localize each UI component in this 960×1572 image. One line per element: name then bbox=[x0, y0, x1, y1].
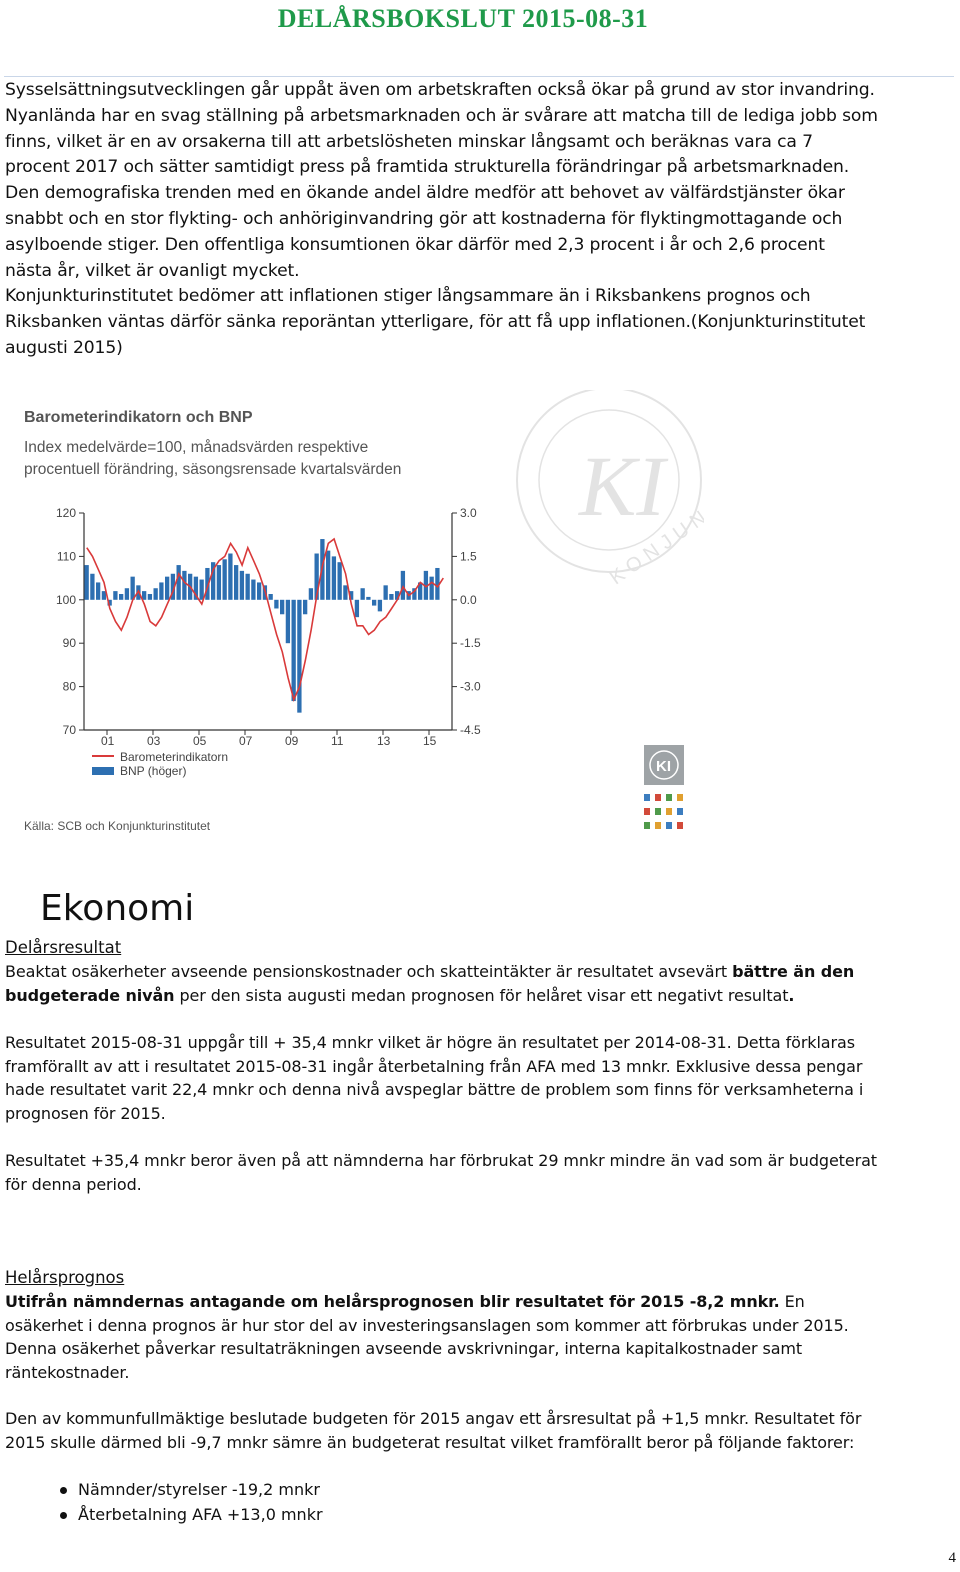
bnp-bar bbox=[159, 582, 163, 599]
logo-dot bbox=[677, 794, 683, 801]
bnp-bar bbox=[102, 591, 106, 600]
logo-dot bbox=[644, 808, 650, 815]
x-tick-label: 15 bbox=[423, 734, 437, 748]
bnp-bar bbox=[384, 585, 388, 599]
x-tick-label: 09 bbox=[285, 734, 299, 748]
x-tick-label: 01 bbox=[101, 734, 115, 748]
bnp-bar bbox=[200, 580, 204, 600]
text-line bbox=[5, 984, 940, 1008]
bnp-bar bbox=[280, 600, 284, 614]
bnp-bar bbox=[148, 594, 152, 600]
x-tick-label: 03 bbox=[147, 734, 161, 748]
logo-mark: KI bbox=[656, 758, 671, 775]
text-run: En bbox=[779, 1292, 805, 1311]
logo-dot bbox=[655, 822, 661, 829]
bnp-bar bbox=[177, 565, 181, 600]
bnp-bar bbox=[223, 559, 227, 600]
bnp-bar bbox=[257, 582, 261, 599]
intro-line: asylboende stiger. Den offentliga konsumtionen ökar därför med 2,3 procent i år och 2,6 procent bbox=[5, 234, 825, 255]
bnp-bar bbox=[251, 580, 255, 600]
watermark-text: KONJUNKTUR bbox=[605, 458, 704, 590]
logo-dot bbox=[666, 794, 672, 801]
bnp-bar bbox=[309, 588, 313, 600]
intro-line: Nyanlända har en svag ställning på arbetsmarknaden och är svårare att matcha till de lediga jobb som bbox=[5, 105, 878, 126]
intro-line: snabbt och en stor flykting- och anhöriginvandring gör att kostnaderna för flyktingmottagande och bbox=[5, 208, 843, 229]
text-run: Beaktat osäkerheter avseende pensionskostnader och skatteintäkter är resultatet avsevärt bbox=[5, 962, 733, 981]
left-y-tick-label: 120 bbox=[55, 506, 76, 520]
emphasis-run: Utifrån nämndernas antagande om helårsprognosen blir resultatet för 2015 -8,2 mnkr. bbox=[5, 1292, 780, 1311]
text-line bbox=[5, 1290, 940, 1314]
left-y-tick-label: 80 bbox=[62, 679, 76, 694]
bnp-bar bbox=[125, 588, 129, 600]
factor-list bbox=[58, 1478, 323, 1527]
header-divider bbox=[4, 76, 954, 77]
bnp-bar bbox=[366, 597, 370, 600]
emphasis-run: budgeterade nivån bbox=[5, 985, 175, 1005]
logo-dot bbox=[655, 794, 661, 801]
bnp-bar bbox=[361, 588, 365, 600]
document-header-title: DELÅRSBOKSLUT 2015-08-31 bbox=[277, 4, 649, 33]
logo-color-dots bbox=[644, 794, 683, 829]
bnp-bar bbox=[297, 600, 301, 713]
subheading-delarsresultat: Delårsresultat bbox=[5, 938, 122, 957]
bnp-bar bbox=[355, 600, 359, 617]
intro-line: finns, vilket är en av orsakerna till att arbetslösheten minskar långsamt och beräknas vara ca 7 bbox=[5, 131, 813, 152]
bnp-bar bbox=[326, 551, 330, 600]
right-y-tick-label: 1.5 bbox=[460, 549, 477, 564]
bnp-bar bbox=[332, 556, 336, 599]
logo-dot bbox=[644, 822, 650, 829]
emphasis-run: . bbox=[788, 985, 795, 1005]
barometer-line bbox=[87, 539, 444, 700]
bnp-bar bbox=[90, 574, 94, 600]
x-tick-label: 11 bbox=[331, 734, 344, 748]
bnp-bar bbox=[119, 594, 123, 600]
bnp-bar bbox=[389, 594, 393, 600]
text-line: framförallt av att i resultatet 2015-08-31 ingår återbetalning från AFA med 13 mnkr. Exklusive dessa pengar bbox=[5, 1056, 863, 1076]
chart-source: Källa: SCB och Konjunkturinstitutet bbox=[24, 819, 211, 833]
bnp-bar bbox=[269, 594, 273, 600]
bnp-bar bbox=[378, 600, 382, 612]
left-y-tick-label: 110 bbox=[56, 549, 76, 564]
bnp-bar bbox=[96, 582, 100, 599]
helarsprognos-paragraph-1 bbox=[5, 1290, 940, 1384]
chart-plot-area bbox=[56, 506, 481, 748]
section-heading-ekonomi: Ekonomi bbox=[40, 888, 195, 929]
bnp-bar bbox=[234, 565, 238, 600]
intro-line: augusti 2015) bbox=[5, 337, 123, 358]
bnp-bar bbox=[165, 577, 169, 600]
logo-dot bbox=[677, 822, 683, 829]
logo-dot bbox=[677, 808, 683, 815]
ki-logo bbox=[644, 745, 684, 829]
list-item: Återbetalning AFA +13,0 mnkr bbox=[58, 1503, 323, 1528]
barometer-chart-figure bbox=[14, 390, 704, 840]
chart-legend bbox=[92, 750, 228, 778]
delarsresultat-paragraph-2 bbox=[5, 1031, 940, 1125]
list-item: Nämnder/styrelser -19,2 mnkr bbox=[58, 1478, 323, 1503]
page-number: 4 bbox=[948, 1550, 956, 1566]
subheading-helarsprognos: Helårsprognos bbox=[5, 1268, 125, 1287]
legend-bar-swatch bbox=[92, 767, 114, 775]
logo-dot bbox=[666, 822, 672, 829]
logo-dot bbox=[666, 808, 672, 815]
x-tick-label: 05 bbox=[193, 734, 207, 748]
right-y-tick-label: -1.5 bbox=[460, 636, 481, 651]
bnp-bar bbox=[286, 600, 290, 643]
ki-watermark-seal bbox=[517, 390, 704, 589]
bnp-bar bbox=[274, 600, 278, 609]
text-line: Resultatet +35,4 mnkr beror även på att nämnderna har förbrukat 29 mnkr mindre än vad som är budgeterat bbox=[5, 1151, 877, 1170]
bnp-bar bbox=[343, 585, 347, 599]
text-run: per den sista augusti medan prognosen för helåret visar ett negativt resultat bbox=[174, 985, 789, 1005]
text-line: prognosen för 2015. bbox=[5, 1103, 166, 1123]
chart-title: Barometerindikatorn och BNP bbox=[24, 409, 253, 426]
chart-subtitle-line: Index medelvärde=100, månadsvärden respektive bbox=[24, 439, 369, 456]
left-y-tick-label: 90 bbox=[62, 636, 76, 651]
x-ticks bbox=[101, 730, 437, 748]
bnp-bar bbox=[303, 600, 307, 614]
text-line: Den av kommunfullmäktige beslutade budgeten för 2015 angav ett årsresultat på +1,5 mnkr. Resultatet för bbox=[5, 1409, 862, 1428]
emphasis-run: bättre än den bbox=[732, 962, 855, 981]
legend-label-barometer: Barometerindikatorn bbox=[120, 750, 229, 764]
x-tick-label: 13 bbox=[377, 734, 391, 748]
text-line: Denna osäkerhet påverkar resultaträkningen avseende avskrivningar, interna kapitalkostnader samt bbox=[5, 1339, 803, 1359]
bnp-bar bbox=[182, 571, 186, 600]
logo-dot bbox=[644, 794, 650, 801]
text-line: Resultatet 2015-08-31 uppgår till + 35,4 mnkr vilket är högre än resultatet per 2014-08-31. Detta förklaras bbox=[5, 1033, 855, 1052]
bnp-bar bbox=[154, 588, 158, 600]
text-line: hade resultatet varit 22,4 mnkr och denna nivå avspeglar bättre de problem som finns för verksamheterna i bbox=[5, 1080, 864, 1100]
right-y-tick-label: -3.0 bbox=[460, 679, 481, 694]
intro-paragraph bbox=[5, 78, 940, 362]
text-line: räntekostnader. bbox=[5, 1362, 130, 1382]
bnp-bar bbox=[85, 565, 89, 600]
right-y-ticks bbox=[452, 506, 481, 737]
bnp-bar bbox=[372, 600, 376, 606]
right-y-tick-label: 0.0 bbox=[460, 592, 477, 607]
barometer-chart bbox=[14, 390, 704, 840]
bnp-bar bbox=[430, 577, 434, 600]
text-line: för denna period. bbox=[5, 1174, 142, 1194]
bnp-bar bbox=[217, 565, 221, 600]
bnp-bar bbox=[246, 574, 250, 600]
intro-line: Sysselsättningsutvecklingen går uppåt även om arbetskraften också ökar på grund av stor invandring. bbox=[5, 80, 875, 100]
logo-dot bbox=[655, 808, 661, 815]
bnp-bar bbox=[228, 554, 232, 600]
left-y-ticks bbox=[56, 506, 84, 737]
delarsresultat-paragraph-3 bbox=[5, 1149, 940, 1196]
text-line bbox=[5, 960, 940, 984]
chart-subtitle-line: procentuell förändring, säsongsrensade kvartalsvärden bbox=[24, 461, 402, 478]
delarsresultat-intro bbox=[5, 960, 940, 1007]
left-y-tick-label: 100 bbox=[55, 592, 76, 607]
bnp-bar bbox=[240, 571, 244, 600]
intro-line: procent 2017 och sätter samtidigt press på framtida strukturella förändringar på arbetsmarknaden. bbox=[5, 157, 850, 178]
text-line: 2015 skulle därmed bli -9,7 mnkr sämre än budgeterat resultat vilket framförallt beror på följande faktorer: bbox=[5, 1432, 855, 1452]
watermark-monogram: KI bbox=[579, 438, 665, 534]
intro-line: Den demografiska trenden med en ökande andel äldre medför att behovet av välfärdstjänster ökar bbox=[5, 183, 845, 204]
right-y-tick-label: 3.0 bbox=[460, 506, 477, 520]
left-y-tick-label: 70 bbox=[62, 723, 76, 737]
bnp-bar bbox=[113, 591, 117, 600]
bnp-bar bbox=[292, 600, 296, 701]
intro-line: Riksbanken väntas därför sänka reporäntan ytterligare, för att få upp inflationen.(Konjunkturinstitutet bbox=[5, 312, 866, 333]
legend-label-bnp: BNP (höger) bbox=[120, 764, 187, 778]
bnp-bar bbox=[338, 562, 342, 600]
intro-line: Konjunkturinstitutet bedömer att inflationen stiger långsammare än i Riksbankens prognos och bbox=[5, 286, 811, 307]
text-line: osäkerhet i denna prognos är hur stor del av investeringsanslagen som kommer att förbrukas under 2015. bbox=[5, 1315, 849, 1335]
x-tick-label: 07 bbox=[239, 734, 253, 748]
bnp-bars bbox=[85, 539, 440, 713]
right-y-tick-label: -4.5 bbox=[460, 723, 481, 737]
helarsprognos-paragraph-2 bbox=[5, 1407, 940, 1454]
intro-line: nästa år, vilket är ovanligt mycket. bbox=[5, 260, 300, 281]
